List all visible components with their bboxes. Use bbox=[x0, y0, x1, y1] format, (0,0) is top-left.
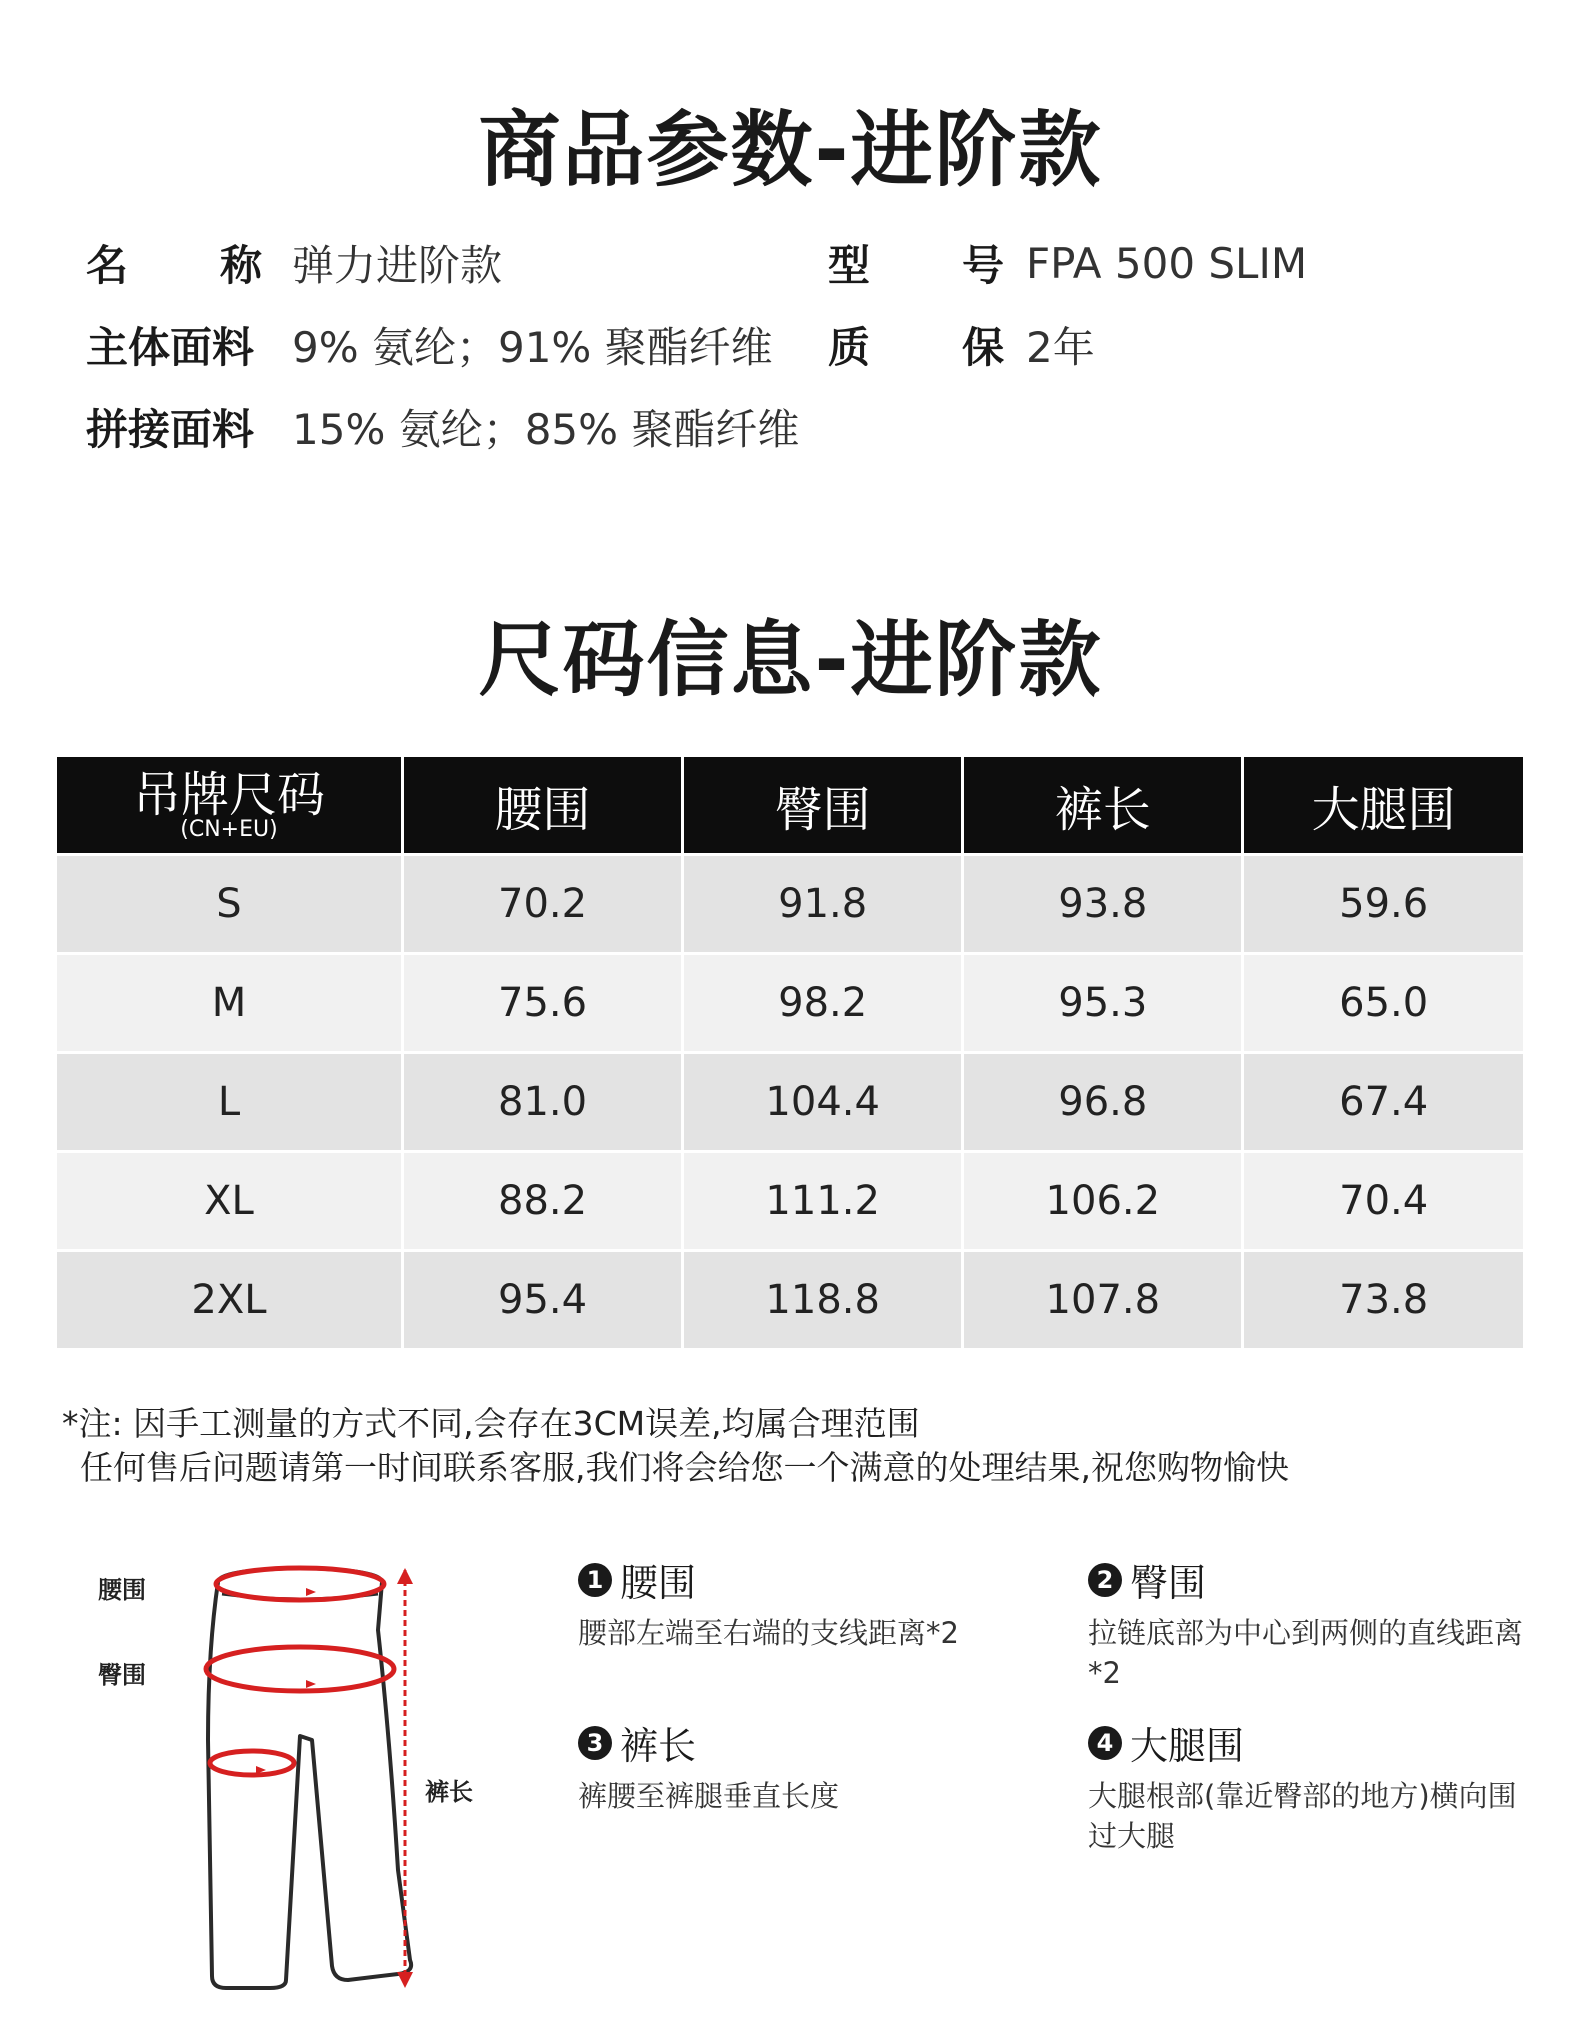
cell-waist: 75.6 bbox=[403, 954, 683, 1053]
measure-desc-text: 拉链底部为中心到两侧的直线距离*2 bbox=[1088, 1616, 1524, 1690]
number-badge-icon: 3 bbox=[578, 1726, 612, 1760]
table-row bbox=[57, 855, 1523, 954]
cell-thigh: 67.4 bbox=[1243, 1053, 1523, 1152]
cell-thigh: 73.8 bbox=[1243, 1251, 1523, 1349]
params-row-main-fabric bbox=[86, 304, 1506, 386]
number-badge-icon: 1 bbox=[578, 1563, 612, 1597]
cell-waist: 95.4 bbox=[403, 1251, 683, 1349]
measure-desc-length bbox=[578, 1715, 1038, 1816]
cell-size: S bbox=[57, 855, 403, 954]
table-row bbox=[57, 1053, 1523, 1152]
param-label-text: 名 称 bbox=[86, 241, 262, 290]
param-value-warranty: 2年 bbox=[1026, 323, 1095, 372]
param-label-main-fabric: 主体面料 bbox=[86, 323, 255, 372]
cell-hip: 104.4 bbox=[683, 1053, 963, 1152]
cell-length: 106.2 bbox=[963, 1152, 1243, 1251]
cell-length: 107.8 bbox=[963, 1251, 1243, 1349]
number-badge-icon: 4 bbox=[1088, 1726, 1122, 1760]
cell-waist: 88.2 bbox=[403, 1152, 683, 1251]
measure-desc-text: 大腿根部(靠近臀部的地方)横向围过大腿 bbox=[1088, 1779, 1517, 1853]
header-waist: 腰围 bbox=[403, 757, 683, 855]
params-title: 商品参数-进阶款 bbox=[478, 103, 1103, 198]
cell-hip: 98.2 bbox=[683, 954, 963, 1053]
param-label-warranty bbox=[828, 315, 1004, 375]
measure-head bbox=[578, 1552, 1038, 1607]
cell-size: M bbox=[57, 954, 403, 1053]
diagram-label-length: 裤长 bbox=[425, 1778, 473, 1806]
measure-desc-thigh bbox=[1088, 1715, 1528, 1856]
measure-title: 臀围 bbox=[1130, 1561, 1207, 1605]
measure-desc-waist bbox=[578, 1552, 1038, 1653]
header-tag-size bbox=[57, 757, 403, 855]
param-label-splice-fabric: 拼接面料 bbox=[86, 405, 255, 454]
param-value-model: FPA 500 SLIM bbox=[1026, 238, 1308, 288]
table-row bbox=[57, 1251, 1523, 1349]
measure-title: 裤长 bbox=[620, 1724, 697, 1768]
measure-title: 大腿围 bbox=[1130, 1724, 1245, 1768]
cell-length: 93.8 bbox=[963, 855, 1243, 954]
measure-head bbox=[1088, 1715, 1528, 1770]
size-table bbox=[57, 757, 1523, 1348]
size-title: 尺码信息-进阶款 bbox=[478, 613, 1103, 708]
param-label-model bbox=[828, 233, 1004, 293]
param-label-name bbox=[86, 233, 262, 293]
cell-waist: 70.2 bbox=[403, 855, 683, 954]
cell-thigh: 70.4 bbox=[1243, 1152, 1523, 1251]
number-badge-icon: 2 bbox=[1088, 1563, 1122, 1597]
pants-outline-icon bbox=[80, 1540, 500, 2000]
cell-hip: 91.8 bbox=[683, 855, 963, 954]
table-row bbox=[57, 1152, 1523, 1251]
param-value-main-fabric: 9% 氨纶；91% 聚酯纤维 bbox=[292, 323, 773, 372]
header-sub-label: (CN+EU) bbox=[180, 817, 278, 842]
measure-desc-text: 腰部左端至右端的支线距离*2 bbox=[578, 1616, 959, 1650]
diagram-label-waist: 腰围 bbox=[98, 1576, 146, 1604]
cell-size: L bbox=[57, 1053, 403, 1152]
measure-desc-hip bbox=[1088, 1552, 1528, 1693]
pants-diagram bbox=[80, 1540, 500, 2000]
note-line-1: *注: 因手工测量的方式不同,会存在3CM误差,均属合理范围 bbox=[62, 1404, 920, 1443]
cell-waist: 81.0 bbox=[403, 1053, 683, 1152]
params-row-name bbox=[86, 222, 1506, 304]
header-label: 吊牌尺码 bbox=[132, 767, 325, 823]
header-length: 裤长 bbox=[963, 757, 1243, 855]
param-value-name: 弹力进阶款 bbox=[292, 241, 503, 290]
diagram-label-hip: 臀围 bbox=[98, 1661, 146, 1689]
cell-size: 2XL bbox=[57, 1251, 403, 1349]
param-label-text: 质 保 bbox=[828, 323, 1004, 372]
note-line-2: 任何售后问题请第一时间联系客服,我们将会给您一个满意的处理结果,祝您购物愉快 bbox=[80, 1448, 1289, 1487]
size-table-header bbox=[57, 757, 1523, 855]
cell-thigh: 65.0 bbox=[1243, 954, 1523, 1053]
measure-head bbox=[1088, 1552, 1528, 1607]
cell-hip: 118.8 bbox=[683, 1251, 963, 1349]
measure-head bbox=[578, 1715, 1038, 1770]
header-hip: 臀围 bbox=[683, 757, 963, 855]
measurement-note bbox=[62, 1402, 1289, 1490]
cell-hip: 111.2 bbox=[683, 1152, 963, 1251]
cell-size: XL bbox=[57, 1152, 403, 1251]
header-thigh: 大腿围 bbox=[1243, 757, 1523, 855]
cell-length: 96.8 bbox=[963, 1053, 1243, 1152]
measure-title: 腰围 bbox=[620, 1561, 697, 1605]
param-value-splice-fabric: 15% 氨纶；85% 聚酯纤维 bbox=[292, 405, 800, 454]
table-row bbox=[57, 954, 1523, 1053]
cell-length: 95.3 bbox=[963, 954, 1243, 1053]
measure-desc-text: 裤腰至裤腿垂直长度 bbox=[578, 1779, 840, 1813]
params-list bbox=[86, 222, 1506, 468]
params-row-splice-fabric bbox=[86, 386, 1506, 468]
param-label-text: 型 号 bbox=[828, 241, 1004, 290]
cell-thigh: 59.6 bbox=[1243, 855, 1523, 954]
